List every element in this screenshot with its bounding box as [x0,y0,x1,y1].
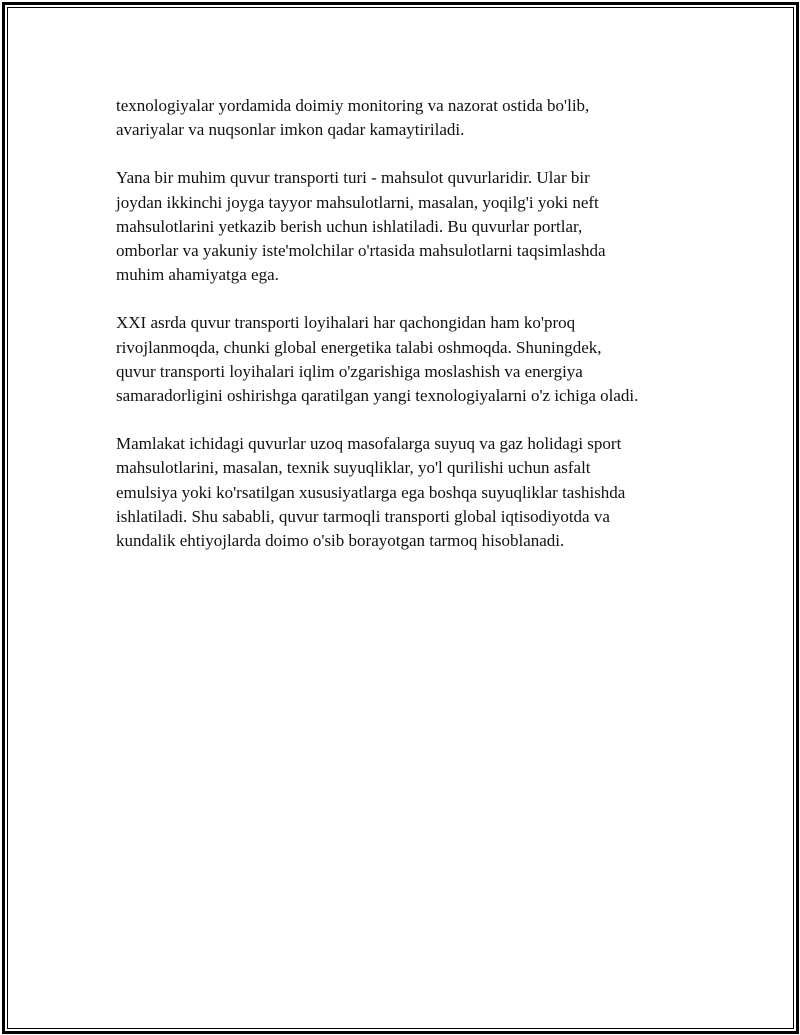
paragraph-3: XXI asrda quvur transporti loyihalari har qachongidan ham ko'proq rivojlanmoqda, chunki global energetika talabi oshmoqda. Shuningdek, quvur transporti loyihalari iqlim o'zgarishiga moslashish va energiya samaradorligini oshirishga qaratilgan yangi texnologiyalarni o'z ichiga oladi. [116,313,639,406]
document-body [116,94,701,577]
paragraph-2: Yana bir muhim quvur transporti turi - mahsulot quvurlaridir. Ular bir joydan ikkinchi joyga tayyor mahsulotlarni, masalan, yoqilg'i yoki neft mahsulotlarini yetkazib berish uchun ishlatiladi. Bu quvurlar portlar, omborlar va yakuniy iste'molchilar o'rtasida mahsulotlarni taqsimlashda muhim ahamiyatga ega. [116,168,606,285]
paragraph-1: texnologiyalar yordamida doimiy monitoring va nazorat ostida bo'lib, avariyalar va nuqsonlar imkon qadar kamaytiriladi. [116,96,590,140]
paragraph-4: Mamlakat ichidagi quvurlar uzoq masofalarga suyuq va gaz holidagi sport mahsulotlarini, masalan, texnik suyuqliklar, yo'l qurilishi uchun asfalt emulsiya yoki ko'rsatilgan xususiyatlarga ega boshqa suyuqliklar tashishda ishlatiladi. Shu sababli, quvur tarmoqli transporti global iqtisodiyotda va kundalik ehtiyojlarda doimo o'sib borayotgan tarmoq hisoblanadi. [116,434,626,551]
